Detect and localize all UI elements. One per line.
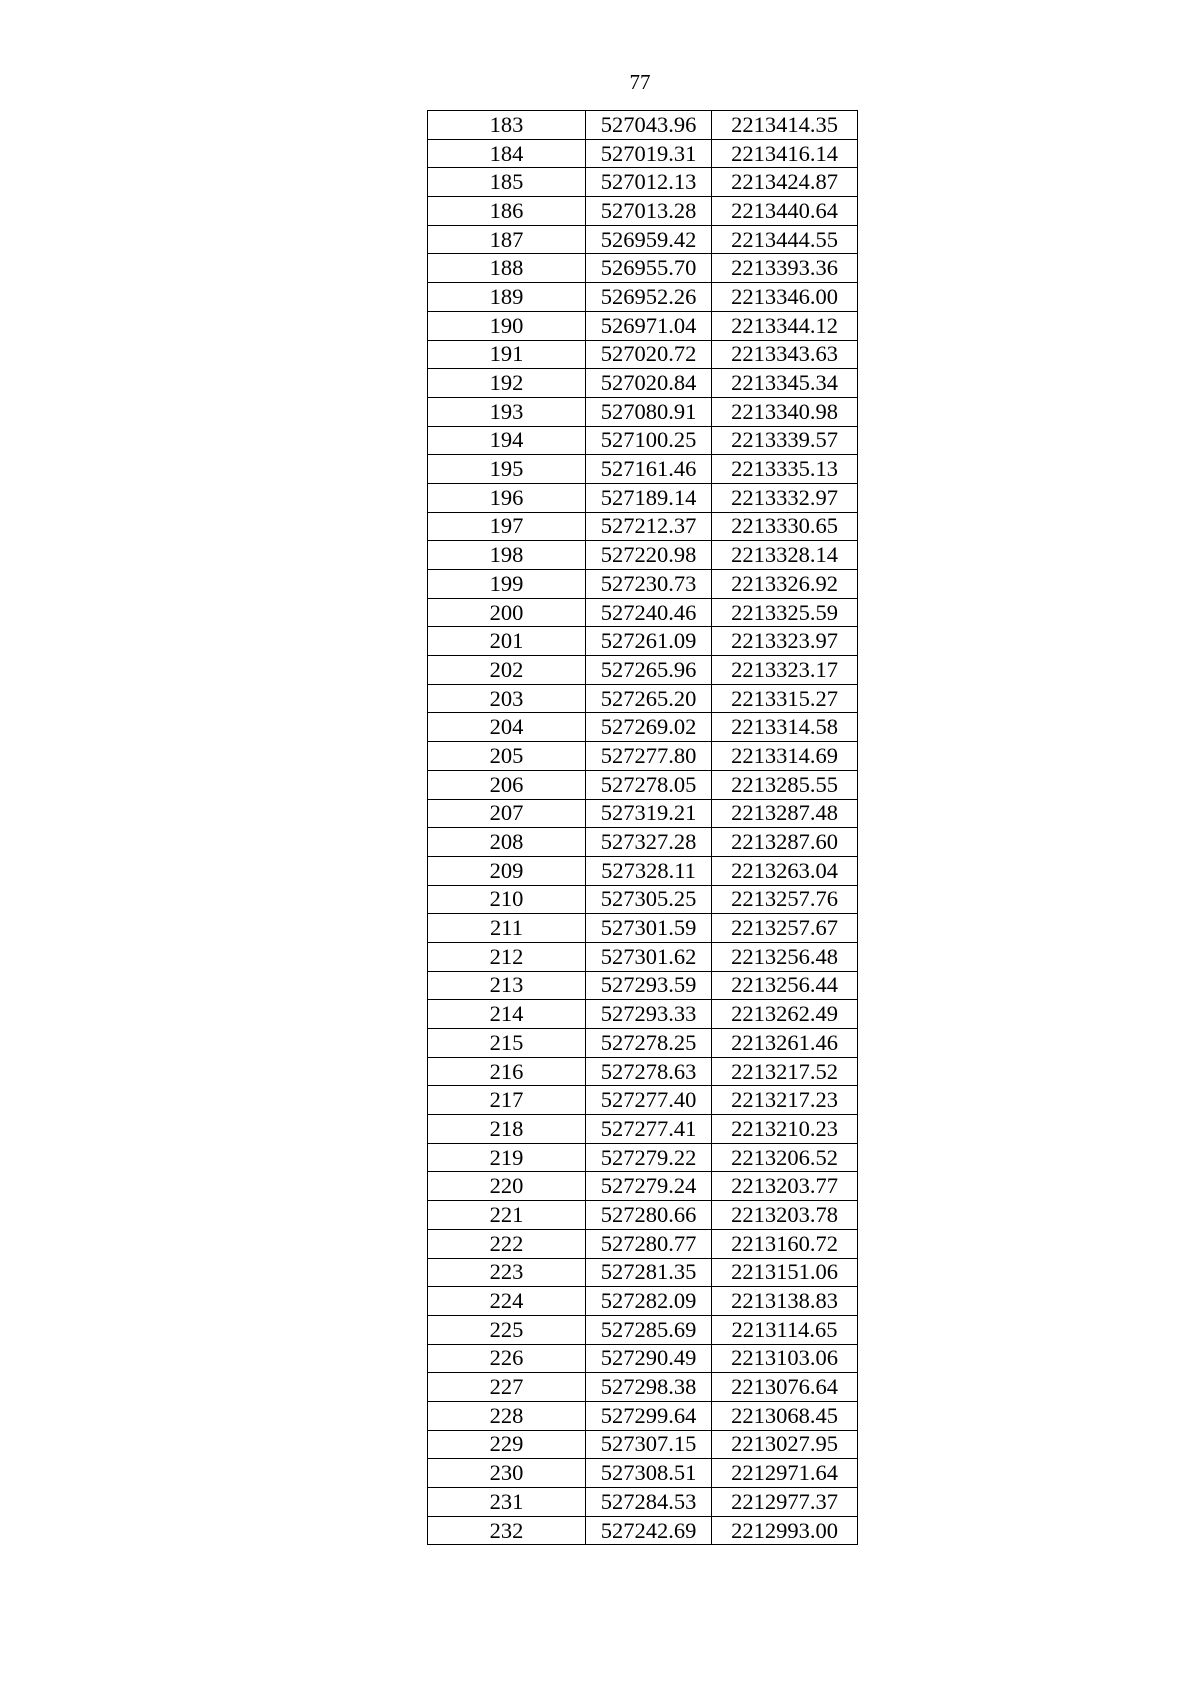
point-number-cell: 189: [428, 283, 586, 312]
page-number: 77: [629, 70, 651, 94]
x-coordinate-cell: 527020.84: [586, 369, 712, 398]
table-row: [428, 1315, 858, 1344]
y-coordinate-cell: 2213440.64: [712, 197, 858, 226]
table-row: [428, 885, 858, 914]
coordinates-table: [427, 110, 858, 1545]
x-coordinate-cell: 527212.37: [586, 512, 712, 541]
table-row: [428, 197, 858, 226]
point-number-cell: 198: [428, 541, 586, 570]
table-row: [428, 942, 858, 971]
table-row: [428, 914, 858, 943]
y-coordinate-cell: 2213217.52: [712, 1057, 858, 1086]
point-number-cell: 229: [428, 1430, 586, 1459]
table-row: [428, 656, 858, 685]
point-number-cell: 201: [428, 627, 586, 656]
y-coordinate-cell: 2213339.57: [712, 426, 858, 455]
table-row: [428, 397, 858, 426]
y-coordinate-cell: 2213332.97: [712, 483, 858, 512]
y-coordinate-cell: 2213346.00: [712, 283, 858, 312]
point-number-cell: 214: [428, 1000, 586, 1029]
point-number-cell: 221: [428, 1201, 586, 1230]
x-coordinate-cell: 527080.91: [586, 397, 712, 426]
y-coordinate-cell: 2213424.87: [712, 168, 858, 197]
x-coordinate-cell: 526959.42: [586, 225, 712, 254]
y-coordinate-cell: 2213340.98: [712, 397, 858, 426]
y-coordinate-cell: 2213323.17: [712, 656, 858, 685]
point-number-cell: 215: [428, 1029, 586, 1058]
x-coordinate-cell: 527269.02: [586, 713, 712, 742]
table-row: [428, 1229, 858, 1258]
table-row: [428, 1115, 858, 1144]
y-coordinate-cell: 2213287.48: [712, 799, 858, 828]
y-coordinate-cell: 2213206.52: [712, 1143, 858, 1172]
y-coordinate-cell: 2213114.65: [712, 1315, 858, 1344]
point-number-cell: 210: [428, 885, 586, 914]
point-number-cell: 192: [428, 369, 586, 398]
x-coordinate-cell: 527265.20: [586, 684, 712, 713]
x-coordinate-cell: 527282.09: [586, 1287, 712, 1316]
point-number-cell: 211: [428, 914, 586, 943]
x-coordinate-cell: 527278.63: [586, 1057, 712, 1086]
x-coordinate-cell: 527298.38: [586, 1373, 712, 1402]
y-coordinate-cell: 2213326.92: [712, 570, 858, 599]
point-number-cell: 223: [428, 1258, 586, 1287]
point-number-cell: 227: [428, 1373, 586, 1402]
y-coordinate-cell: 2213345.34: [712, 369, 858, 398]
y-coordinate-cell: 2213217.23: [712, 1086, 858, 1115]
point-number-cell: 228: [428, 1401, 586, 1430]
x-coordinate-cell: 527265.96: [586, 656, 712, 685]
point-number-cell: 225: [428, 1315, 586, 1344]
x-coordinate-cell: 527240.46: [586, 598, 712, 627]
point-number-cell: 232: [428, 1516, 586, 1545]
table-row: [428, 512, 858, 541]
point-number-cell: 207: [428, 799, 586, 828]
y-coordinate-cell: 2213416.14: [712, 139, 858, 168]
x-coordinate-cell: 527285.69: [586, 1315, 712, 1344]
x-coordinate-cell: 527277.40: [586, 1086, 712, 1115]
x-coordinate-cell: 527305.25: [586, 885, 712, 914]
y-coordinate-cell: 2213210.23: [712, 1115, 858, 1144]
x-coordinate-cell: 526971.04: [586, 311, 712, 340]
point-number-cell: 217: [428, 1086, 586, 1115]
table-row: [428, 598, 858, 627]
y-coordinate-cell: 2212977.37: [712, 1488, 858, 1517]
table-row: [428, 139, 858, 168]
point-number-cell: 206: [428, 770, 586, 799]
coordinates-table-body: [428, 111, 858, 1545]
table-row: [428, 311, 858, 340]
x-coordinate-cell: 527278.25: [586, 1029, 712, 1058]
point-number-cell: 213: [428, 971, 586, 1000]
x-coordinate-cell: 527284.53: [586, 1488, 712, 1517]
y-coordinate-cell: 2213314.58: [712, 713, 858, 742]
table-row: [428, 111, 858, 140]
x-coordinate-cell: 527013.28: [586, 197, 712, 226]
table-row: [428, 483, 858, 512]
point-number-cell: 184: [428, 139, 586, 168]
x-coordinate-cell: 527319.21: [586, 799, 712, 828]
y-coordinate-cell: 2213328.14: [712, 541, 858, 570]
x-coordinate-cell: 527161.46: [586, 455, 712, 484]
table-row: [428, 225, 858, 254]
y-coordinate-cell: 2213444.55: [712, 225, 858, 254]
x-coordinate-cell: 527293.59: [586, 971, 712, 1000]
x-coordinate-cell: 526955.70: [586, 254, 712, 283]
table-row: [428, 369, 858, 398]
point-number-cell: 193: [428, 397, 586, 426]
y-coordinate-cell: 2213261.46: [712, 1029, 858, 1058]
point-number-cell: 200: [428, 598, 586, 627]
x-coordinate-cell: 527043.96: [586, 111, 712, 140]
x-coordinate-cell: 527220.98: [586, 541, 712, 570]
table-row: [428, 770, 858, 799]
y-coordinate-cell: 2213414.35: [712, 111, 858, 140]
y-coordinate-cell: 2213138.83: [712, 1287, 858, 1316]
table-row: [428, 1516, 858, 1545]
x-coordinate-cell: 527012.13: [586, 168, 712, 197]
point-number-cell: 216: [428, 1057, 586, 1086]
point-number-cell: 222: [428, 1229, 586, 1258]
x-coordinate-cell: 527308.51: [586, 1459, 712, 1488]
x-coordinate-cell: 527020.72: [586, 340, 712, 369]
point-number-cell: 204: [428, 713, 586, 742]
x-coordinate-cell: 527301.59: [586, 914, 712, 943]
x-coordinate-cell: 527307.15: [586, 1430, 712, 1459]
table-row: [428, 168, 858, 197]
y-coordinate-cell: 2213325.59: [712, 598, 858, 627]
x-coordinate-cell: 527301.62: [586, 942, 712, 971]
x-coordinate-cell: 527281.35: [586, 1258, 712, 1287]
table-row: [428, 426, 858, 455]
point-number-cell: 187: [428, 225, 586, 254]
table-row: [428, 340, 858, 369]
x-coordinate-cell: 527019.31: [586, 139, 712, 168]
table-row: [428, 1430, 858, 1459]
x-coordinate-cell: 527293.33: [586, 1000, 712, 1029]
x-coordinate-cell: 527261.09: [586, 627, 712, 656]
table-row: [428, 1201, 858, 1230]
x-coordinate-cell: 527279.22: [586, 1143, 712, 1172]
table-row: [428, 455, 858, 484]
point-number-cell: 202: [428, 656, 586, 685]
table-row: [428, 1029, 858, 1058]
table-row: [428, 1258, 858, 1287]
y-coordinate-cell: 2213256.44: [712, 971, 858, 1000]
table-row: [428, 1488, 858, 1517]
y-coordinate-cell: 2213287.60: [712, 828, 858, 857]
table-row: [428, 1401, 858, 1430]
y-coordinate-cell: 2213343.63: [712, 340, 858, 369]
table-row: [428, 1287, 858, 1316]
y-coordinate-cell: 2213068.45: [712, 1401, 858, 1430]
point-number-cell: 183: [428, 111, 586, 140]
point-number-cell: 231: [428, 1488, 586, 1517]
point-number-cell: 190: [428, 311, 586, 340]
x-coordinate-cell: 527189.14: [586, 483, 712, 512]
table-row: [428, 254, 858, 283]
point-number-cell: 191: [428, 340, 586, 369]
x-coordinate-cell: 527280.77: [586, 1229, 712, 1258]
x-coordinate-cell: 527278.05: [586, 770, 712, 799]
point-number-cell: 197: [428, 512, 586, 541]
point-number-cell: 208: [428, 828, 586, 857]
x-coordinate-cell: 527230.73: [586, 570, 712, 599]
point-number-cell: 185: [428, 168, 586, 197]
y-coordinate-cell: 2213315.27: [712, 684, 858, 713]
x-coordinate-cell: 527328.11: [586, 856, 712, 885]
table-row: [428, 1373, 858, 1402]
x-coordinate-cell: 527290.49: [586, 1344, 712, 1373]
x-coordinate-cell: 527299.64: [586, 1401, 712, 1430]
x-coordinate-cell: 527277.80: [586, 742, 712, 771]
y-coordinate-cell: 2212993.00: [712, 1516, 858, 1545]
point-number-cell: 199: [428, 570, 586, 599]
y-coordinate-cell: 2213203.77: [712, 1172, 858, 1201]
point-number-cell: 203: [428, 684, 586, 713]
y-coordinate-cell: 2213335.13: [712, 455, 858, 484]
table-row: [428, 283, 858, 312]
x-coordinate-cell: 527242.69: [586, 1516, 712, 1545]
point-number-cell: 188: [428, 254, 586, 283]
table-row: [428, 856, 858, 885]
point-number-cell: 212: [428, 942, 586, 971]
y-coordinate-cell: 2213076.64: [712, 1373, 858, 1402]
point-number-cell: 194: [428, 426, 586, 455]
point-number-cell: 224: [428, 1287, 586, 1316]
y-coordinate-cell: 2213344.12: [712, 311, 858, 340]
table-row: [428, 713, 858, 742]
x-coordinate-cell: 527327.28: [586, 828, 712, 857]
table-row: [428, 828, 858, 857]
y-coordinate-cell: 2213160.72: [712, 1229, 858, 1258]
table-row: [428, 1143, 858, 1172]
table-row: [428, 799, 858, 828]
table-row: [428, 1057, 858, 1086]
table-row: [428, 971, 858, 1000]
point-number-cell: 219: [428, 1143, 586, 1172]
y-coordinate-cell: 2213103.06: [712, 1344, 858, 1373]
y-coordinate-cell: 2213257.76: [712, 885, 858, 914]
y-coordinate-cell: 2213151.06: [712, 1258, 858, 1287]
y-coordinate-cell: 2213203.78: [712, 1201, 858, 1230]
x-coordinate-cell: 527280.66: [586, 1201, 712, 1230]
point-number-cell: 205: [428, 742, 586, 771]
table-row: [428, 1172, 858, 1201]
table-row: [428, 541, 858, 570]
y-coordinate-cell: 2213323.97: [712, 627, 858, 656]
table-row: [428, 1086, 858, 1115]
x-coordinate-cell: 527100.25: [586, 426, 712, 455]
point-number-cell: 226: [428, 1344, 586, 1373]
y-coordinate-cell: 2213285.55: [712, 770, 858, 799]
x-coordinate-cell: 526952.26: [586, 283, 712, 312]
table-row: [428, 1000, 858, 1029]
y-coordinate-cell: 2213027.95: [712, 1430, 858, 1459]
y-coordinate-cell: 2213257.67: [712, 914, 858, 943]
table-row: [428, 1459, 858, 1488]
table-row: [428, 684, 858, 713]
y-coordinate-cell: 2213393.36: [712, 254, 858, 283]
point-number-cell: 195: [428, 455, 586, 484]
y-coordinate-cell: 2213262.49: [712, 1000, 858, 1029]
table-row: [428, 627, 858, 656]
y-coordinate-cell: 2213256.48: [712, 942, 858, 971]
y-coordinate-cell: 2212971.64: [712, 1459, 858, 1488]
point-number-cell: 218: [428, 1115, 586, 1144]
table-row: [428, 1344, 858, 1373]
point-number-cell: 186: [428, 197, 586, 226]
point-number-cell: 230: [428, 1459, 586, 1488]
y-coordinate-cell: 2213330.65: [712, 512, 858, 541]
y-coordinate-cell: 2213263.04: [712, 856, 858, 885]
table-row: [428, 570, 858, 599]
x-coordinate-cell: 527277.41: [586, 1115, 712, 1144]
point-number-cell: 196: [428, 483, 586, 512]
point-number-cell: 209: [428, 856, 586, 885]
point-number-cell: 220: [428, 1172, 586, 1201]
x-coordinate-cell: 527279.24: [586, 1172, 712, 1201]
y-coordinate-cell: 2213314.69: [712, 742, 858, 771]
table-row: [428, 742, 858, 771]
